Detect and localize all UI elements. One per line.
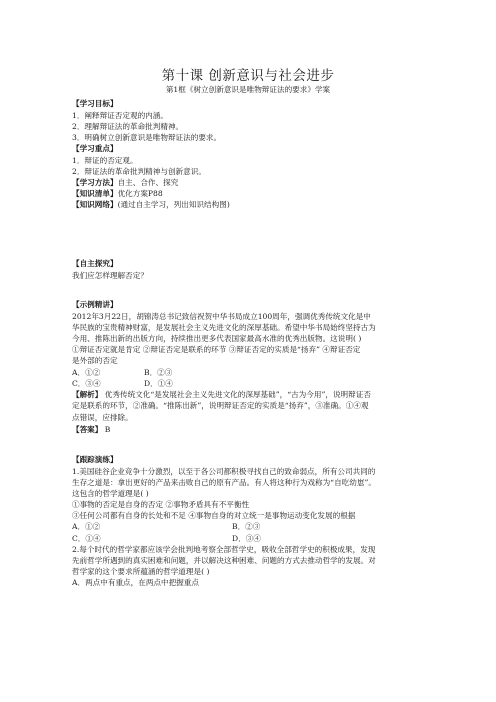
text-line: 1.美国硅谷企业竞争十分激烈，以至于各公司都积极寻找自己的致命弱点，所有公司共同的 xyxy=(72,467,376,476)
section-text: (通过自主学习，列出知识结构图) xyxy=(117,200,230,209)
section-text: 自主、合作、探究 xyxy=(117,178,179,187)
section-line xyxy=(72,177,428,188)
section-heading: 【学习方法】 xyxy=(72,178,118,187)
answer-options xyxy=(72,521,428,532)
answer-options xyxy=(72,367,428,378)
text-line: 这包含的哲学道理是( ) xyxy=(72,489,149,498)
section-heading: 【知识清单】 xyxy=(72,189,118,198)
section-heading: 【答案】 xyxy=(72,425,103,434)
text-line: 定是联系的环节，②准确。“推陈出新”，说明辩证否定的实质是“扬弃”，③准确。①④观 xyxy=(72,401,369,410)
text-line: 哲学家的这个要求所蕴涵的哲学道理是( ) xyxy=(72,567,210,576)
option: C．①④ xyxy=(72,534,101,543)
text-line: 生存之道是：拿出更好的产品来击败自己的原有产品。有人将这种行为戏称为“自吃幼崽”。 xyxy=(72,478,376,487)
text-line: 2．理解辩证法的革命批判精神。 xyxy=(72,122,184,131)
section-heading: 【跟踪演练】 xyxy=(72,455,118,464)
section-heading: 【解析】 xyxy=(72,390,103,399)
section-text: 优秀传统文化“是发展社会主义先进文化的深厚基础”，“古为今用”，说明辩证否 xyxy=(102,390,371,399)
option: B．②③ xyxy=(144,368,173,377)
text-line: 点错误，应排除。 xyxy=(72,413,133,422)
text-line: 1．辩证的否定观。 xyxy=(72,156,138,165)
section-heading: 【示例精讲】 xyxy=(72,300,118,309)
text-line: 2012年3月22日，胡锦涛总书记致信祝贺中华书局成立100周年，强调优秀传统文化是中 xyxy=(72,312,371,321)
answer-line xyxy=(72,389,428,400)
answer-options xyxy=(72,378,428,389)
page-title: 第十课 创新意识与社会进步 xyxy=(161,68,335,84)
section-heading: 【学习重点】 xyxy=(72,144,118,153)
text-line: 今用、推陈出新的出版方向，持续推出更多代表国家最高水准的优秀出版物。这说明( ) xyxy=(72,334,362,343)
text-line: A．两点中有重点，在两点中把握重点 xyxy=(72,578,199,587)
text-line: 是外部的否定 xyxy=(72,356,118,365)
text-line: 2．辩证法的革命批判精神与创新意识。 xyxy=(72,167,206,176)
section-line xyxy=(72,188,428,199)
answer-options xyxy=(72,533,428,544)
text-line: ①事物的否定是自身的否定 ②事物矛盾具有不平衡性 xyxy=(72,500,250,509)
section-heading: 【知识网络】 xyxy=(72,200,118,209)
text-line: 1．阐释辩证否定观的内涵。 xyxy=(72,111,168,120)
text-line: ③任何公司都有自身的长处和不足 ④事物自身的对立统一是事物运动变化发展的根据 xyxy=(72,511,356,520)
option: C．③④ xyxy=(72,379,101,388)
section-line xyxy=(72,199,428,210)
option: A．①② xyxy=(72,368,101,377)
text-line: ①辩证否定就是肯定 ②辩证否定是联系的环节 ③辩证否定的实质是“扬弃” ④辩证否定 xyxy=(72,345,361,354)
option: D．①④ xyxy=(144,379,173,388)
text-line: 3．明确树立创新意识是唯物辩证法的要求。 xyxy=(72,133,222,142)
page-subtitle: 第1框《树立创新意识是唯物辩证法的要求》学案 xyxy=(165,85,331,94)
section-heading: 【学习目标】 xyxy=(72,99,118,108)
option: A．①② xyxy=(72,522,101,531)
option: D．③④ xyxy=(232,534,261,543)
text-line: 先前哲学所遇到的真实困难和问题，并以解决这种困难、问题的方式去推动哲学的发展。对 xyxy=(72,556,376,565)
answer-line xyxy=(72,424,428,435)
option: B．②③ xyxy=(232,522,261,531)
text-line: 我们应怎样理解否定？ xyxy=(72,271,148,280)
section-text: B xyxy=(102,425,111,434)
text-line: 2.每个时代的哲学家都应该学会批判地考察全部哲学史，吸收全部哲学史的积极成果，发现 xyxy=(72,545,376,554)
text-line: 华民族的宝贵精神财富，是发展社会主义先进文化的深厚基础。希望中华书局始终坚持古为 xyxy=(72,323,376,332)
section-text: 优化方案P88 xyxy=(117,189,163,198)
section-heading: 【自主探究】 xyxy=(72,259,118,268)
